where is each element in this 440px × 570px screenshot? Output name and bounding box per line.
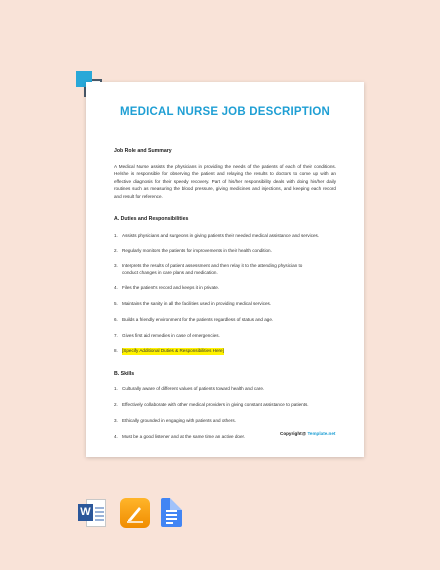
apple-pages-icon[interactable] — [120, 498, 150, 528]
duty-item-7: 7. Gives first aid remedies in case of emergencies. — [114, 333, 220, 338]
duty-item-4: 4. Files the patient's record and keeps it in private. — [114, 285, 220, 290]
duty-item-2: 2. Regularly monitors the patients for improvements in their health condition. — [114, 248, 272, 253]
duties-heading: A. Duties and Responsibilities — [114, 216, 189, 222]
ms-word-icon[interactable] — [78, 498, 108, 528]
duty-item-8: 8. [Specify Additional Duties & Responsibilities Here] — [114, 348, 224, 353]
skill-item-1: 1. Culturally aware of different values of patients toward health and care. — [114, 386, 265, 391]
skills-heading: B. Skills — [114, 371, 135, 377]
duty-item-3: 3. Interprets the results of patient assessment and then relay it to the attending physician to conduct changes in care plans and medication. — [114, 263, 303, 275]
copyright-prefix: Copyright@ — [280, 431, 307, 436]
duty-item-5: 5. Maintains the sanity in all the facilities used in providing medical services. — [114, 301, 272, 306]
word-letter: W — [78, 504, 93, 521]
duty-item-1: 1. Assists physicians and surgeons in giving patients their needed medical assistance and services. — [114, 233, 320, 238]
skill-item-3: 3. Ethically grounded in engaging with patients and others. — [114, 418, 236, 423]
summary-paragraph: A Medical Nurse assists the physicians in providing the needs of the patients of each of their conditions. He/she is responsible for observing the patient and relaying the results to doctors to come up with an effective diagnosis for their speedy recovery. Part of his/her responsibility deals with doing his/her daily routines such as measuring the blood pressure, giving medicines and injections, and keeping each record and result for reference. — [114, 164, 336, 199]
copyright-line — [280, 431, 335, 436]
skill-item-4: 4. Must be a good listener and at the same time an active doer. — [114, 434, 246, 439]
document-title: MEDICAL NURSE JOB DESCRIPTION — [119, 106, 331, 118]
summary-heading: Job Role and Summary — [114, 148, 172, 154]
template-net-link[interactable]: Template.net — [307, 431, 336, 436]
duty-item-6: 6. Builds a friendly environment for the patients regardless of status and age. — [114, 317, 274, 322]
skill-item-2: 2. Effectively collaborate with other medical providers in giving constant assistance to patients. — [114, 402, 309, 407]
google-docs-icon[interactable] — [156, 498, 186, 528]
